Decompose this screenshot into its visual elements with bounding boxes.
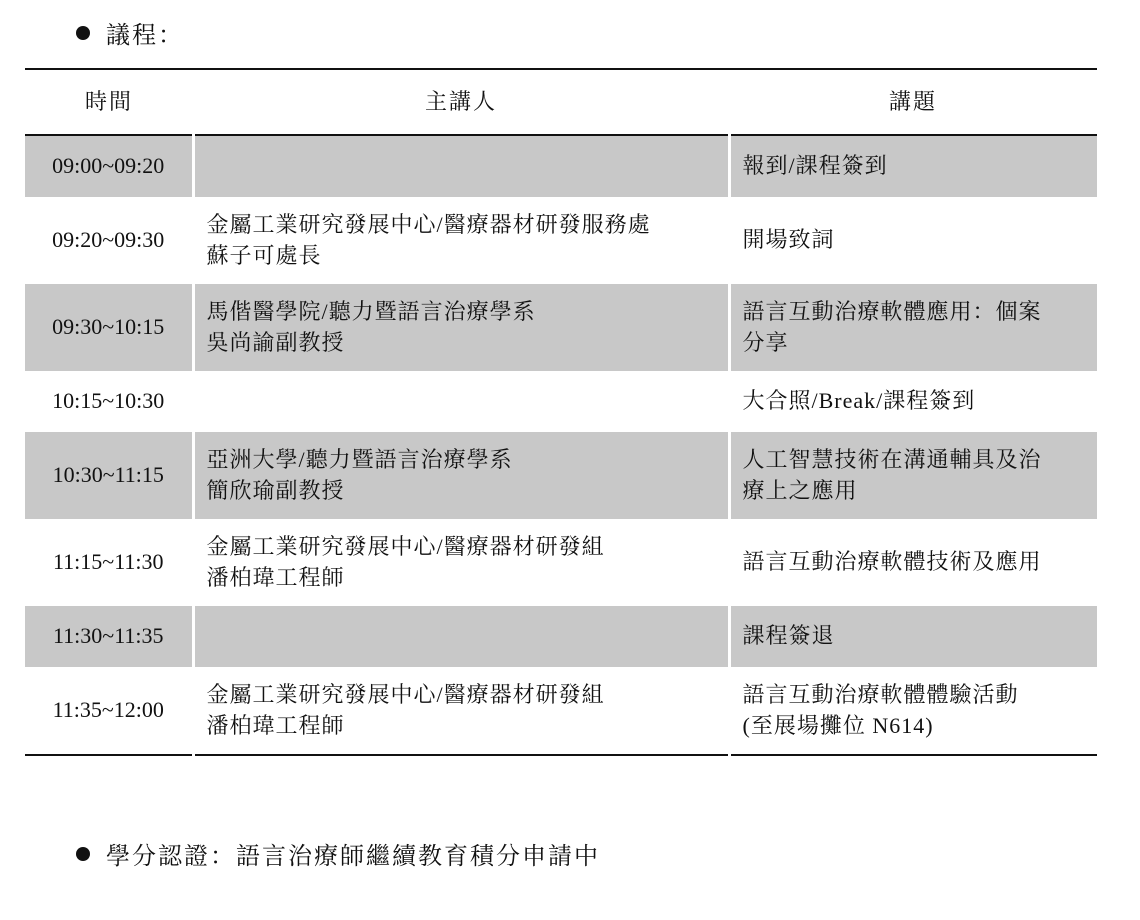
time-cell: 09:20~09:30 <box>25 197 193 284</box>
topic-cell <box>729 284 1097 371</box>
bullet-icon <box>76 847 90 861</box>
time-cell: 10:30~11:15 <box>25 432 193 519</box>
speaker-name: 吳尚諭副教授 <box>206 329 345 355</box>
speaker-affiliation: 金屬工業研究發展中心/醫療器材研發組 <box>206 534 605 560</box>
table-row <box>25 197 1097 284</box>
topic-line: 語言互動治療軟體應用：個案 <box>742 299 1042 325</box>
speaker-affiliation: 亞洲大學/聽力暨語言治療學系 <box>206 447 513 473</box>
table-row <box>25 606 1097 667</box>
agenda-heading <box>76 15 184 50</box>
bullet-icon <box>76 26 90 40</box>
topic-line: (至展場攤位 N614) <box>742 712 934 738</box>
topic-line: 課程簽退 <box>742 623 835 649</box>
table-row <box>25 371 1097 432</box>
header-speaker: 主講人 <box>193 69 729 135</box>
agenda-heading-text: 議程： <box>106 23 184 49</box>
time-cell: 09:30~10:15 <box>25 284 193 371</box>
topic-line: 療上之應用 <box>742 477 858 503</box>
topic-line: 人工智慧技術在溝通輔具及治 <box>742 447 1042 473</box>
credit-heading <box>76 836 600 871</box>
topic-line: 語言互動治療軟體體驗活動 <box>742 682 1019 708</box>
topic-cell <box>729 371 1097 432</box>
topic-cell <box>729 135 1097 197</box>
table-row <box>25 432 1097 519</box>
topic-cell <box>729 519 1097 606</box>
time-cell: 11:30~11:35 <box>25 606 193 667</box>
speaker-name: 潘柏瑋工程師 <box>206 564 345 590</box>
speaker-name: 潘柏瑋工程師 <box>206 712 345 738</box>
agenda-table <box>25 68 1097 756</box>
time-cell: 11:15~11:30 <box>25 519 193 606</box>
topic-line: 大合照/Break/課程簽到 <box>742 388 976 414</box>
table-row <box>25 135 1097 197</box>
speaker-affiliation: 金屬工業研究發展中心/醫療器材研發服務處 <box>206 212 651 238</box>
time-cell: 10:15~10:30 <box>25 371 193 432</box>
speaker-cell <box>193 284 729 371</box>
topic-cell <box>729 606 1097 667</box>
speaker-cell <box>193 606 729 667</box>
speaker-affiliation: 馬偕醫學院/聽力暨語言治療學系 <box>206 299 536 325</box>
topic-cell <box>729 667 1097 755</box>
topic-line: 開場致詞 <box>742 227 835 253</box>
topic-line: 語言互動治療軟體技術及應用 <box>742 549 1042 575</box>
speaker-cell <box>193 197 729 284</box>
speaker-affiliation: 金屬工業研究發展中心/醫療器材研發組 <box>206 682 605 708</box>
time-cell: 11:35~12:00 <box>25 667 193 755</box>
speaker-name: 蘇子可處長 <box>206 242 322 268</box>
table-row <box>25 519 1097 606</box>
topic-cell <box>729 197 1097 284</box>
table-row <box>25 284 1097 371</box>
topic-line: 分享 <box>742 329 789 355</box>
speaker-cell <box>193 135 729 197</box>
header-time: 時間 <box>25 69 193 135</box>
table-header-row <box>25 69 1097 135</box>
speaker-cell <box>193 371 729 432</box>
table-row <box>25 667 1097 755</box>
speaker-cell <box>193 667 729 755</box>
speaker-name: 簡欣瑜副教授 <box>206 477 345 503</box>
credit-heading-text: 學分認證：語言治療師繼續教育積分申請中 <box>106 844 600 870</box>
topic-line: 報到/課程簽到 <box>742 153 888 179</box>
time-cell: 09:00~09:20 <box>25 135 193 197</box>
header-topic: 講題 <box>729 69 1097 135</box>
speaker-cell <box>193 519 729 606</box>
topic-cell <box>729 432 1097 519</box>
speaker-cell <box>193 432 729 519</box>
